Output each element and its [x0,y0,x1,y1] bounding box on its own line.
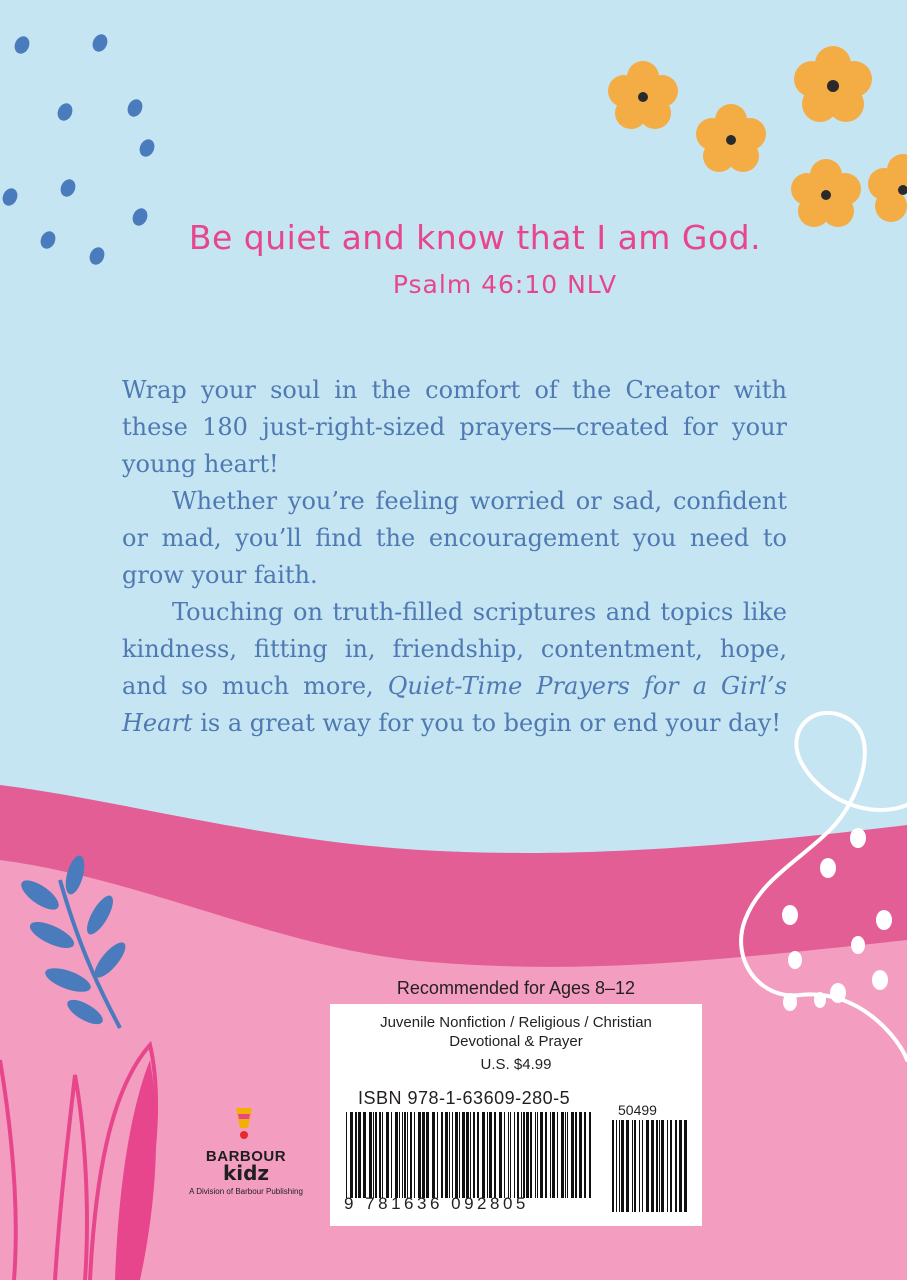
barcode-bar [466,1112,469,1198]
barcode-bar [410,1112,412,1198]
barcode-bar [567,1112,568,1198]
barcode-bar [449,1112,450,1198]
barcode-bar [355,1112,357,1198]
barcode-bar [499,1112,502,1198]
barcode-bar [369,1112,372,1198]
age-recommendation: Recommended for Ages 8–12 [396,978,636,998]
price-code: 50499 [618,1102,657,1118]
description-paragraph [122,594,787,742]
barcode-bar [632,1120,633,1212]
barcode-bar [414,1112,415,1198]
category-line: Devotional & Prayer [449,1033,583,1050]
barcode-bar [373,1112,374,1198]
barcode-bar [619,1120,620,1212]
barcode-bar [482,1112,485,1198]
publisher-logo [176,1106,316,1196]
barcode-bar [470,1112,471,1198]
barcode-bar [571,1112,574,1198]
barcode-bar [399,1112,400,1198]
book-description [122,372,787,742]
barcode-bar [679,1120,682,1212]
barcode-bar [504,1112,505,1198]
barcode-bar [462,1112,465,1198]
barcode-bar [561,1112,564,1198]
publisher-imprint: kidz [222,1161,270,1185]
barcode-bar [386,1112,389,1198]
barcode-bar [535,1112,536,1198]
barcode-bar [626,1120,629,1212]
price-barcode [610,1120,688,1212]
barcode-bar [375,1112,377,1198]
description-text: Touching on truth-filled scriptures and topics like kindness, fitting in, friendship, contentment, hope, and so much more, [122,598,787,700]
barcode-bar [489,1112,492,1198]
barcode-bar [656,1120,658,1212]
barcode-bar [642,1120,643,1212]
barcode-bar [684,1120,687,1212]
barcode-bar [395,1112,398,1198]
barcode-bar [426,1112,429,1198]
barcode-bar [473,1112,475,1198]
barcode-bar [621,1120,624,1212]
barcode-bar [589,1112,591,1198]
barcode-bar [418,1112,421,1198]
barcode-bar [616,1120,617,1212]
barcode-bar [667,1120,668,1212]
barcode-bar [651,1120,654,1212]
barcode-bar [404,1112,406,1198]
barcode-bar [514,1112,515,1198]
orange-flowers-decoration [608,46,907,227]
description-paragraph: Whether you’re feeling worried or sad, confident or mad, you’ll find the encouragement you need to grow your faith. [122,487,787,589]
barcode-bar [432,1112,435,1198]
publisher-name: BARBOUR [205,1148,287,1165]
barcode-bar [675,1120,677,1212]
barcode-bar [612,1120,614,1212]
barcode-bar [510,1112,511,1198]
barcode-bar [659,1120,660,1212]
barcode-bar [379,1112,381,1198]
isbn-label: ISBN 978-1-63609-280-5 [358,1088,571,1108]
barcode-bar [661,1120,664,1212]
barcode-bar [407,1112,408,1198]
isbn-barcode [344,1112,594,1198]
barcode-bar [445,1112,448,1198]
barcode-bar [584,1112,586,1198]
barcode-bar [565,1112,566,1198]
barcode-bar [557,1112,558,1198]
barcode-bar [646,1120,649,1212]
barcode-bar [358,1112,361,1198]
exclamation-icon [232,1106,256,1140]
publisher-division: A Division of Barbour Publishing [189,1187,303,1196]
barcode-digits: 9 781636 092805 [344,1194,529,1213]
barcode-bar [350,1112,353,1198]
barcode-bar [452,1112,453,1198]
barcode-bar [402,1112,403,1198]
barcode-bar [639,1120,640,1212]
barcode-bar [634,1120,636,1212]
barcode-bar [455,1112,458,1198]
barcode-bar [459,1112,460,1198]
barcode-bar [363,1112,366,1198]
barcode-bar [487,1112,488,1198]
barcode-bar [477,1112,479,1198]
barcode-bar [526,1112,529,1198]
barcode-bar [552,1112,555,1198]
verse-reference: Psalm 46:10 NLV [392,270,618,299]
barcode-bar [517,1112,519,1198]
barcode-bar [437,1112,438,1198]
barcode-bar [382,1112,383,1198]
barcode-bar [521,1112,522,1198]
price-label: U.S. $4.99 [480,1056,552,1073]
barcode-bar [530,1112,532,1198]
barcode-bar [523,1112,525,1198]
barcode-box [330,1004,702,1226]
barcode-bar [391,1112,392,1198]
verse-text: Be quiet and know that I am God. [188,218,762,257]
barcode-bar [579,1112,582,1198]
barcode-bar [550,1112,551,1198]
barcode-bar [346,1112,347,1198]
barcode-bar [540,1112,543,1198]
barcode-bar [670,1120,672,1212]
barcode-bar [494,1112,496,1198]
description-text: is a great way for you to begin or end your day! [192,709,781,737]
description-paragraph: Wrap your soul in the comfort of the Creator with these 180 just-right-sized prayers—created for your young heart! [122,376,787,478]
barcode-bar [545,1112,547,1198]
barcode-bar [422,1112,425,1198]
barcode-bar [537,1112,538,1198]
barcode-bar [508,1112,509,1198]
barcode-bar [575,1112,577,1198]
category-line: Juvenile Nonfiction / Religious / Christian [380,1014,652,1031]
book-title: Quiet-Time Prayers for a Girl’s Heart [122,672,787,737]
barcode-bar [441,1112,443,1198]
